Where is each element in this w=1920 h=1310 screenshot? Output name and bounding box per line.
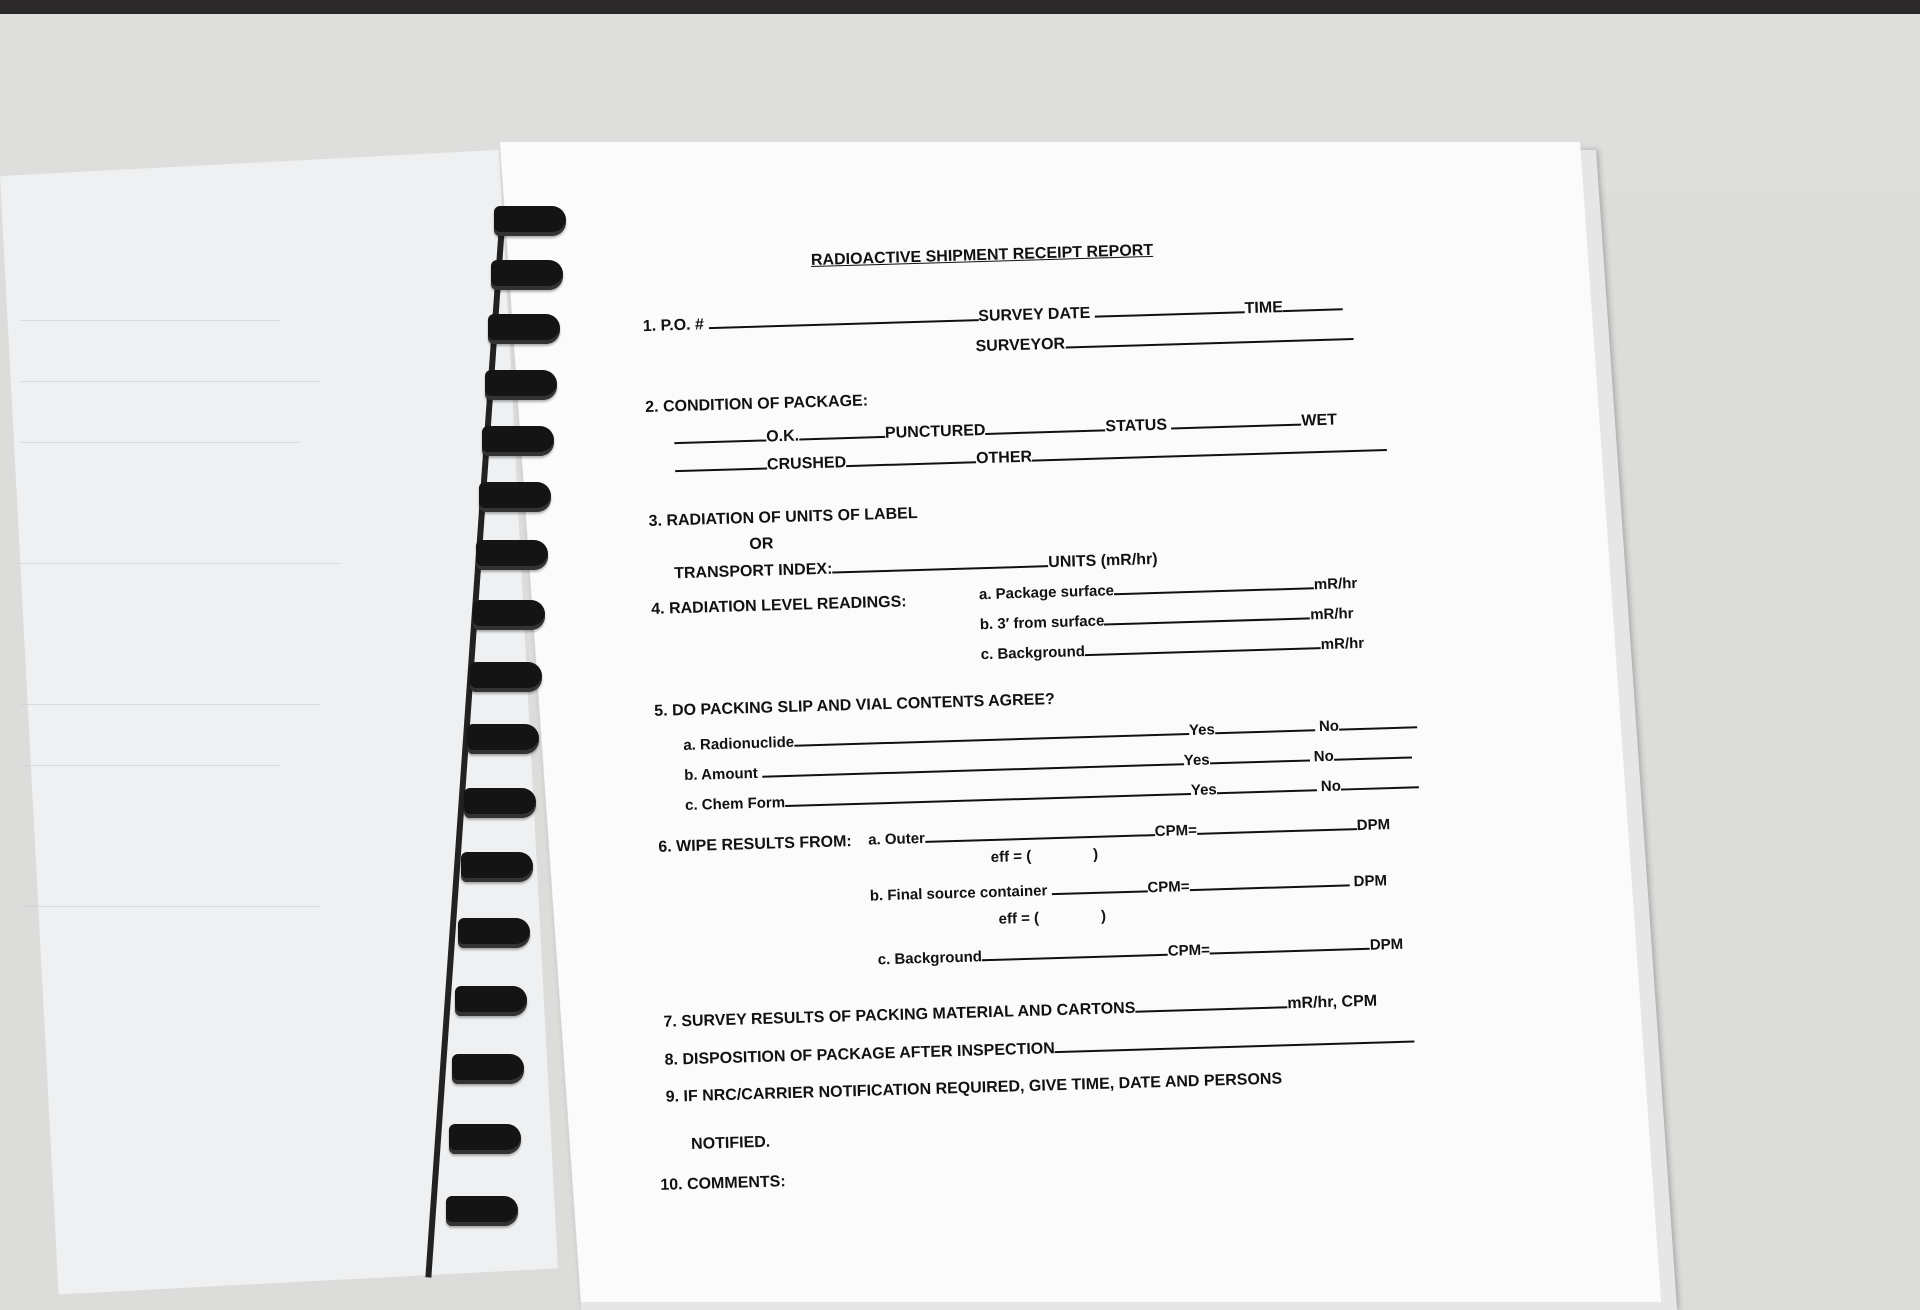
section-number: 1. [642, 317, 657, 336]
status-field[interactable] [985, 415, 1105, 435]
packing-slip-label: DO PACKING SLIP AND VIAL CONTENTS AGREE? [671, 691, 1056, 720]
crushed-label: CRUSHED [766, 454, 847, 474]
outer-cpm-field[interactable] [1197, 814, 1357, 835]
reading-3ft-from-surface: b. 3′ from surface mR/hr [979, 605, 1354, 634]
survey-date-field[interactable] [1094, 297, 1244, 317]
reading-background: c. Background mR/hr [980, 634, 1365, 664]
section-number: 8. [664, 1051, 679, 1069]
wipe-background: c. Background CPM= DPM [877, 933, 1403, 969]
disposition-label: DISPOSITION OF PACKAGE AFTER INSPECTION [682, 1040, 1056, 1069]
section-number: 10. [660, 1176, 683, 1194]
final-eff-field[interactable] [1039, 921, 1101, 923]
section-number: 2. [645, 398, 659, 417]
binding-ring [488, 314, 560, 344]
agree-chem-form: c. Chem FormYes No [685, 772, 1419, 814]
other-label: OTHER [975, 448, 1033, 468]
reading-package-surface: a. Package surface mR/hr [978, 574, 1358, 604]
section-number: 4. [651, 600, 665, 618]
survey-results-label: SURVEY RESULTS OF PACKING MATERIAL AND CARTONS [681, 999, 1136, 1031]
or-label: OR [749, 535, 774, 553]
survey-date-label: SURVEY DATE [978, 304, 1091, 326]
punctured-label: PUNCTURED [884, 421, 986, 442]
crushed-field[interactable] [675, 453, 767, 472]
binding-ring [485, 370, 557, 400]
wet-label: WET [1301, 411, 1338, 430]
binding-ring [455, 986, 527, 1016]
agree-amount: b. Amount Yes No [684, 742, 1412, 784]
binding-ring [479, 482, 551, 512]
time-label: TIME [1244, 299, 1284, 318]
radionuclide-yes[interactable] [1214, 715, 1314, 734]
wipe-final-source: b. Final source container CPM= DPM [869, 872, 1388, 905]
crushed-other-field[interactable] [846, 447, 976, 467]
section-number: 9. [665, 1088, 680, 1106]
punctured-field[interactable] [799, 422, 885, 441]
status-label: STATUS [1105, 416, 1168, 436]
binding-ring [464, 788, 536, 818]
ok-label: O.K. [765, 427, 800, 446]
agree-radionuclide: a. RadionuclideYes No [683, 712, 1417, 754]
wipe-results-label: WIPE RESULTS FROM: [675, 833, 853, 856]
binding-ring [491, 260, 563, 290]
final-source-cpm-field[interactable] [1189, 870, 1349, 891]
amount-yes[interactable] [1209, 745, 1309, 764]
po-label: P.O. # [660, 316, 705, 335]
notification-label: IF NRC/CARRIER NOTIFICATION REQUIRED, GIVE TIME, DATE AND PERSONS [683, 1070, 1283, 1106]
section-number: 5. [654, 702, 668, 720]
section-number: 6. [658, 838, 672, 856]
wipe-final-source-eff: eff = ( ) [998, 907, 1107, 928]
final-source-field[interactable] [1051, 876, 1147, 895]
radiation-units-label: RADIATION OF UNITS OF LABEL [666, 505, 918, 530]
wipe-outer: a. Outer CPM= DPM [868, 813, 1390, 848]
binding-ring [446, 1196, 518, 1226]
spiral-binding [420, 200, 550, 1280]
radiation-readings-label: RADIATION LEVEL READINGS: [668, 593, 907, 618]
radionuclide-no[interactable] [1339, 712, 1417, 730]
notified-label: NOTIFIED. [690, 1133, 771, 1153]
desk-edge [0, 0, 1920, 14]
amount-no[interactable] [1333, 742, 1411, 760]
binding-ring [452, 1054, 524, 1084]
section-number: 3. [648, 512, 663, 530]
binding-ring [461, 852, 533, 882]
binding-ring [494, 206, 566, 236]
surveyor-label: SURVEYOR [975, 335, 1066, 356]
outer-eff-field[interactable] [1031, 859, 1093, 861]
section-7: 7. SURVEY RESULTS OF PACKING MATERIAL AND CARTONS mR/hr, CPM [663, 992, 1378, 1031]
section-number: 7. [663, 1013, 678, 1031]
binding-ring [467, 724, 539, 754]
ok-field[interactable] [674, 425, 766, 444]
wet-field[interactable] [1171, 410, 1301, 430]
survey-results-field[interactable] [1135, 992, 1287, 1013]
binding-ring [476, 540, 548, 570]
condition-label: CONDITION OF PACKAGE: [662, 392, 869, 416]
transport-index-label: TRANSPORT INDEX: [673, 560, 833, 583]
form-title: RADIOACTIVE SHIPMENT RECEIPT REPORT [810, 241, 1154, 270]
units-label: UNITS (mR/hr) [1048, 550, 1158, 572]
binding-ring [473, 600, 545, 630]
section-10 [660, 1173, 786, 1195]
comments-label: COMMENTS: [686, 1173, 786, 1194]
wipe-background-cpm-field[interactable] [1210, 934, 1370, 955]
binding-ring [470, 662, 542, 692]
binding-ring [449, 1124, 521, 1154]
time-field[interactable] [1283, 294, 1343, 312]
chem-form-no[interactable] [1341, 772, 1419, 790]
binding-ring [482, 426, 554, 456]
wipe-outer-eff: eff = ( ) [990, 845, 1099, 866]
left-page-bleed-through [20, 280, 400, 1080]
binding-ring [458, 918, 530, 948]
chem-form-yes[interactable] [1216, 775, 1316, 794]
